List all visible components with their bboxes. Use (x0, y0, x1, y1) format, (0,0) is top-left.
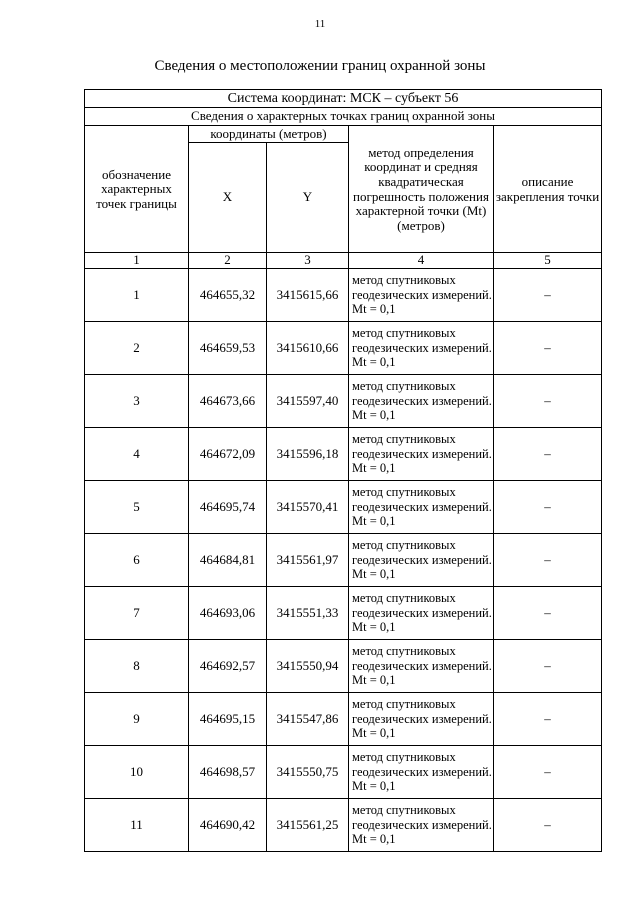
column-number: 1 (85, 253, 189, 269)
y-coordinate-cell: 3415597,40 (267, 375, 349, 428)
y-coordinate-cell: 3415615,66 (267, 269, 349, 322)
method-cell: метод спутниковых геодезических измерений. Mt = 0,1 (349, 693, 494, 746)
x-coordinate-cell: 464698,57 (189, 746, 267, 799)
column-number: 5 (494, 253, 602, 269)
y-coordinate-cell: 3415596,18 (267, 428, 349, 481)
description-cell: – (494, 799, 602, 852)
point-cell: 4 (85, 428, 189, 481)
description-cell: – (494, 375, 602, 428)
header-y: Y (267, 143, 349, 253)
y-coordinate-cell: 3415570,41 (267, 481, 349, 534)
column-numbers-row (85, 253, 602, 269)
point-cell: 5 (85, 481, 189, 534)
x-coordinate-cell: 464659,53 (189, 322, 267, 375)
y-coordinate-cell: 3415561,25 (267, 799, 349, 852)
method-cell: метод спутниковых геодезических измерений. Mt = 0,1 (349, 269, 494, 322)
point-cell: 1 (85, 269, 189, 322)
x-coordinate-cell: 464693,06 (189, 587, 267, 640)
section-title-row (85, 108, 602, 126)
point-cell: 10 (85, 746, 189, 799)
table-row (85, 693, 602, 746)
x-coordinate-cell: 464672,09 (189, 428, 267, 481)
column-number: 2 (189, 253, 267, 269)
point-cell: 6 (85, 534, 189, 587)
x-coordinate-cell: 464692,57 (189, 640, 267, 693)
header-method: метод определения координат и средняя квадратическая погрешность положения характерной точки (Mt) (метров) (349, 126, 494, 253)
header-row-top (85, 126, 602, 143)
header-designation: обозначение характерных точек границы (85, 126, 189, 253)
point-cell: 11 (85, 799, 189, 852)
x-coordinate-cell: 464655,32 (189, 269, 267, 322)
table-row (85, 481, 602, 534)
method-cell: метод спутниковых геодезических измерений. Mt = 0,1 (349, 375, 494, 428)
point-cell: 7 (85, 587, 189, 640)
point-cell: 9 (85, 693, 189, 746)
column-number: 4 (349, 253, 494, 269)
table-row (85, 322, 602, 375)
coord-system-cell: Система координат: МСК – субъект 56 (85, 90, 602, 108)
description-cell: – (494, 269, 602, 322)
y-coordinate-cell: 3415547,86 (267, 693, 349, 746)
header-coordinates: координаты (метров) (189, 126, 349, 143)
x-coordinate-cell: 464684,81 (189, 534, 267, 587)
method-cell: метод спутниковых геодезических измерений. Mt = 0,1 (349, 481, 494, 534)
column-number: 3 (267, 253, 349, 269)
description-cell: – (494, 481, 602, 534)
table-row (85, 375, 602, 428)
boundary-points-table (84, 89, 602, 852)
table-row (85, 640, 602, 693)
y-coordinate-cell: 3415551,33 (267, 587, 349, 640)
point-cell: 8 (85, 640, 189, 693)
section-title-cell: Сведения о характерных точках границ охранной зоны (85, 108, 602, 126)
x-coordinate-cell: 464673,66 (189, 375, 267, 428)
table-row (85, 587, 602, 640)
description-cell: – (494, 428, 602, 481)
method-cell: метод спутниковых геодезических измерений. Mt = 0,1 (349, 587, 494, 640)
table-row (85, 746, 602, 799)
x-coordinate-cell: 464695,15 (189, 693, 267, 746)
table-row (85, 428, 602, 481)
description-cell: – (494, 534, 602, 587)
header-x: X (189, 143, 267, 253)
header-description: описание закрепления точки (494, 126, 602, 253)
table-row (85, 534, 602, 587)
method-cell: метод спутниковых геодезических измерений. Mt = 0,1 (349, 428, 494, 481)
document-title: Сведения о местоположении границ охранной зоны (154, 58, 486, 74)
method-cell: метод спутниковых геодезических измерений. Mt = 0,1 (349, 746, 494, 799)
method-cell: метод спутниковых геодезических измерений. Mt = 0,1 (349, 799, 494, 852)
x-coordinate-cell: 464695,74 (189, 481, 267, 534)
description-cell: – (494, 322, 602, 375)
coord-system-row (85, 90, 602, 108)
y-coordinate-cell: 3415550,94 (267, 640, 349, 693)
y-coordinate-cell: 3415561,97 (267, 534, 349, 587)
y-coordinate-cell: 3415610,66 (267, 322, 349, 375)
table-row (85, 799, 602, 852)
page-number: 11 (314, 18, 326, 30)
point-cell: 3 (85, 375, 189, 428)
y-coordinate-cell: 3415550,75 (267, 746, 349, 799)
method-cell: метод спутниковых геодезических измерений. Mt = 0,1 (349, 640, 494, 693)
point-cell: 2 (85, 322, 189, 375)
description-cell: – (494, 587, 602, 640)
description-cell: – (494, 693, 602, 746)
x-coordinate-cell: 464690,42 (189, 799, 267, 852)
description-cell: – (494, 640, 602, 693)
method-cell: метод спутниковых геодезических измерений. Mt = 0,1 (349, 534, 494, 587)
table-row (85, 269, 602, 322)
description-cell: – (494, 746, 602, 799)
method-cell: метод спутниковых геодезических измерений. Mt = 0,1 (349, 322, 494, 375)
